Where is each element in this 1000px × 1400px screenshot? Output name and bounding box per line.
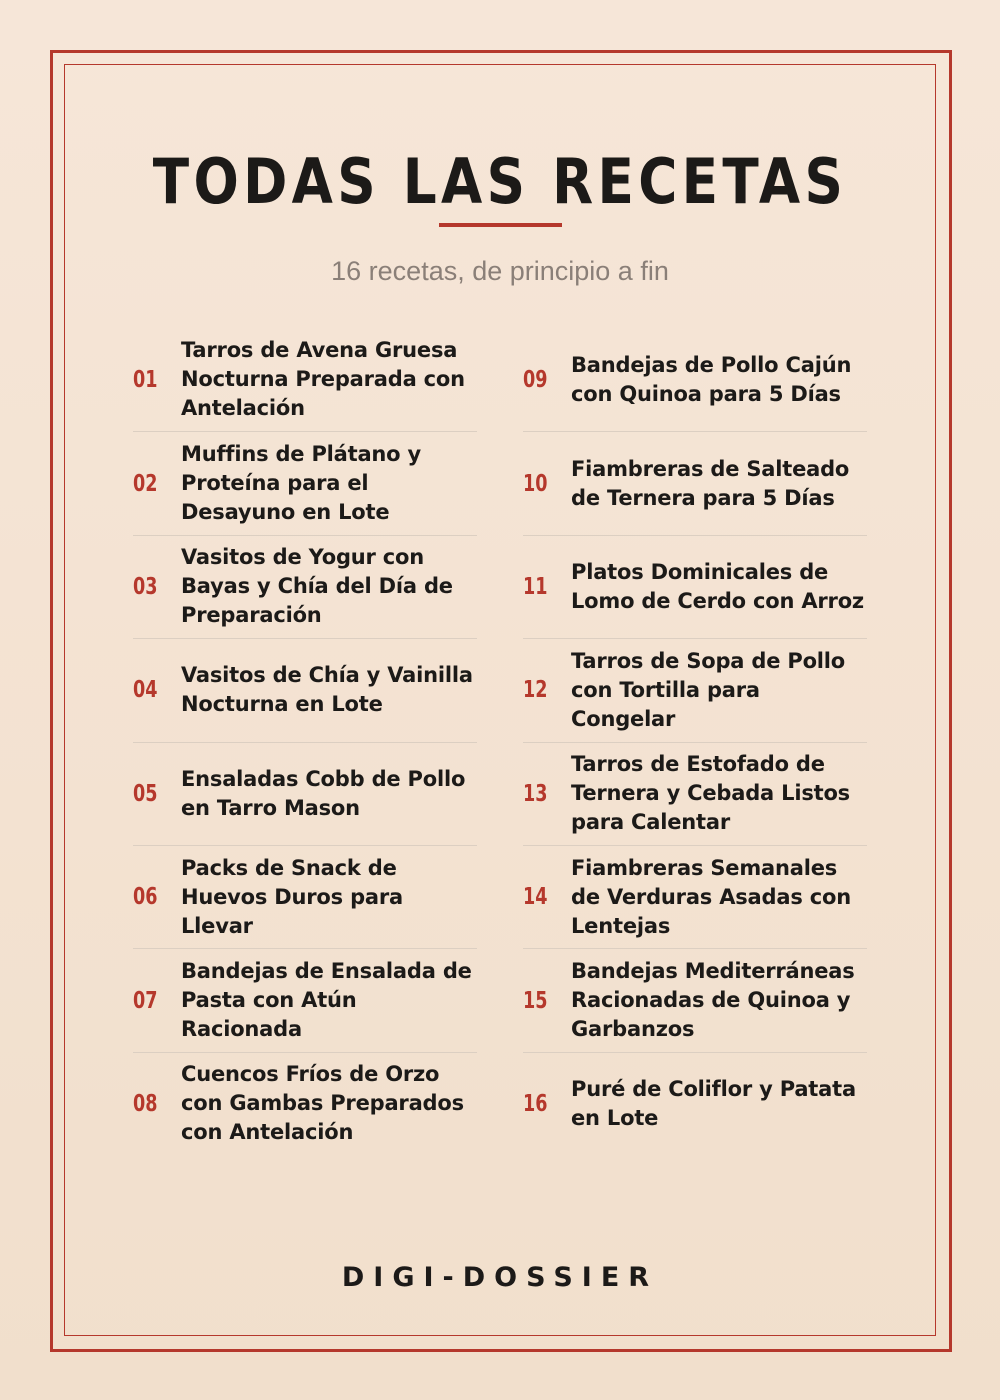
recipe-name: Tarros de Avena Gruesa Nocturna Preparada con Antelación xyxy=(181,338,465,421)
recipe-item xyxy=(133,535,477,638)
recipe-item xyxy=(523,328,867,431)
recipe-item xyxy=(523,431,867,534)
recipe-name: Vasitos de Yogur con Bayas y Chía del Día de Preparación xyxy=(181,545,453,628)
recipe-name: Puré de Coliflor y Patata en Lote xyxy=(571,1076,856,1130)
recipe-number: 01 xyxy=(133,366,158,393)
recipe-item xyxy=(523,638,867,741)
recipe-number: 15 xyxy=(523,987,548,1014)
recipe-item xyxy=(523,1052,867,1155)
recipe-name: Cuencos Fríos de Orzo con Gambas Preparados con Antelación xyxy=(181,1062,464,1145)
recipe-item xyxy=(523,845,867,948)
recipe-item xyxy=(523,948,867,1051)
recipe-list-right xyxy=(523,328,867,1155)
recipe-list-left xyxy=(133,328,477,1155)
recipe-name: Tarros de Sopa de Pollo con Tortilla para Congelar xyxy=(571,648,846,731)
recipe-name: Fiambreras Semanales de Verduras Asadas con Lentejas xyxy=(571,855,851,938)
recipe-number: 10 xyxy=(523,470,548,497)
recipe-item xyxy=(133,742,477,845)
recipe-name: Bandejas de Pollo Cajún con Quinoa para 5 Días xyxy=(571,352,852,406)
recipe-item xyxy=(133,845,477,948)
recipe-item xyxy=(523,535,867,638)
recipe-name: Platos Dominicales de Lomo de Cerdo con Arroz xyxy=(571,559,864,613)
recipe-number: 14 xyxy=(523,884,548,911)
recipe-item xyxy=(133,638,477,741)
recipe-number: 08 xyxy=(133,1090,158,1117)
recipe-name: Ensaladas Cobb de Pollo en Tarro Mason xyxy=(181,766,466,820)
recipe-name: Fiambreras de Salteado de Ternera para 5 Días xyxy=(571,456,850,510)
recipe-name: Bandejas Mediterráneas Racionadas de Quinoa y Garbanzos xyxy=(571,959,855,1042)
recipe-number: 02 xyxy=(133,470,158,497)
brand-footer: DIGI-DOSSIER xyxy=(341,1262,659,1293)
recipe-number: 09 xyxy=(523,366,548,393)
recipe-number: 12 xyxy=(523,677,548,704)
recipe-item xyxy=(133,948,477,1051)
recipe-number: 16 xyxy=(523,1090,548,1117)
recipe-number: 07 xyxy=(133,987,158,1014)
recipe-number: 05 xyxy=(133,780,158,807)
recipe-item xyxy=(133,1052,477,1155)
title-underline xyxy=(439,223,562,227)
recipe-item xyxy=(133,431,477,534)
recipe-number: 11 xyxy=(523,573,548,600)
recipe-name: Muffins de Plátano y Proteína para el Desayuno en Lote xyxy=(181,442,422,525)
recipe-number: 03 xyxy=(133,573,158,600)
recipe-name: Packs de Snack de Huevos Duros para Llevar xyxy=(181,855,404,938)
recipe-number: 06 xyxy=(133,884,158,911)
page-subtitle: 16 recetas, de principio a fin xyxy=(331,256,669,286)
recipe-item xyxy=(133,328,477,431)
recipe-name: Vasitos de Chía y Vainilla Nocturna en Lote xyxy=(181,663,473,717)
recipe-item xyxy=(523,742,867,845)
recipe-number: 13 xyxy=(523,780,548,807)
page-title: TODAS LAS RECETAS xyxy=(152,145,848,218)
recipe-name: Bandejas de Ensalada de Pasta con Atún Racionada xyxy=(181,959,472,1042)
recipe-name: Tarros de Estofado de Ternera y Cebada Listos para Calentar xyxy=(571,752,850,835)
recipe-number: 04 xyxy=(133,677,158,704)
